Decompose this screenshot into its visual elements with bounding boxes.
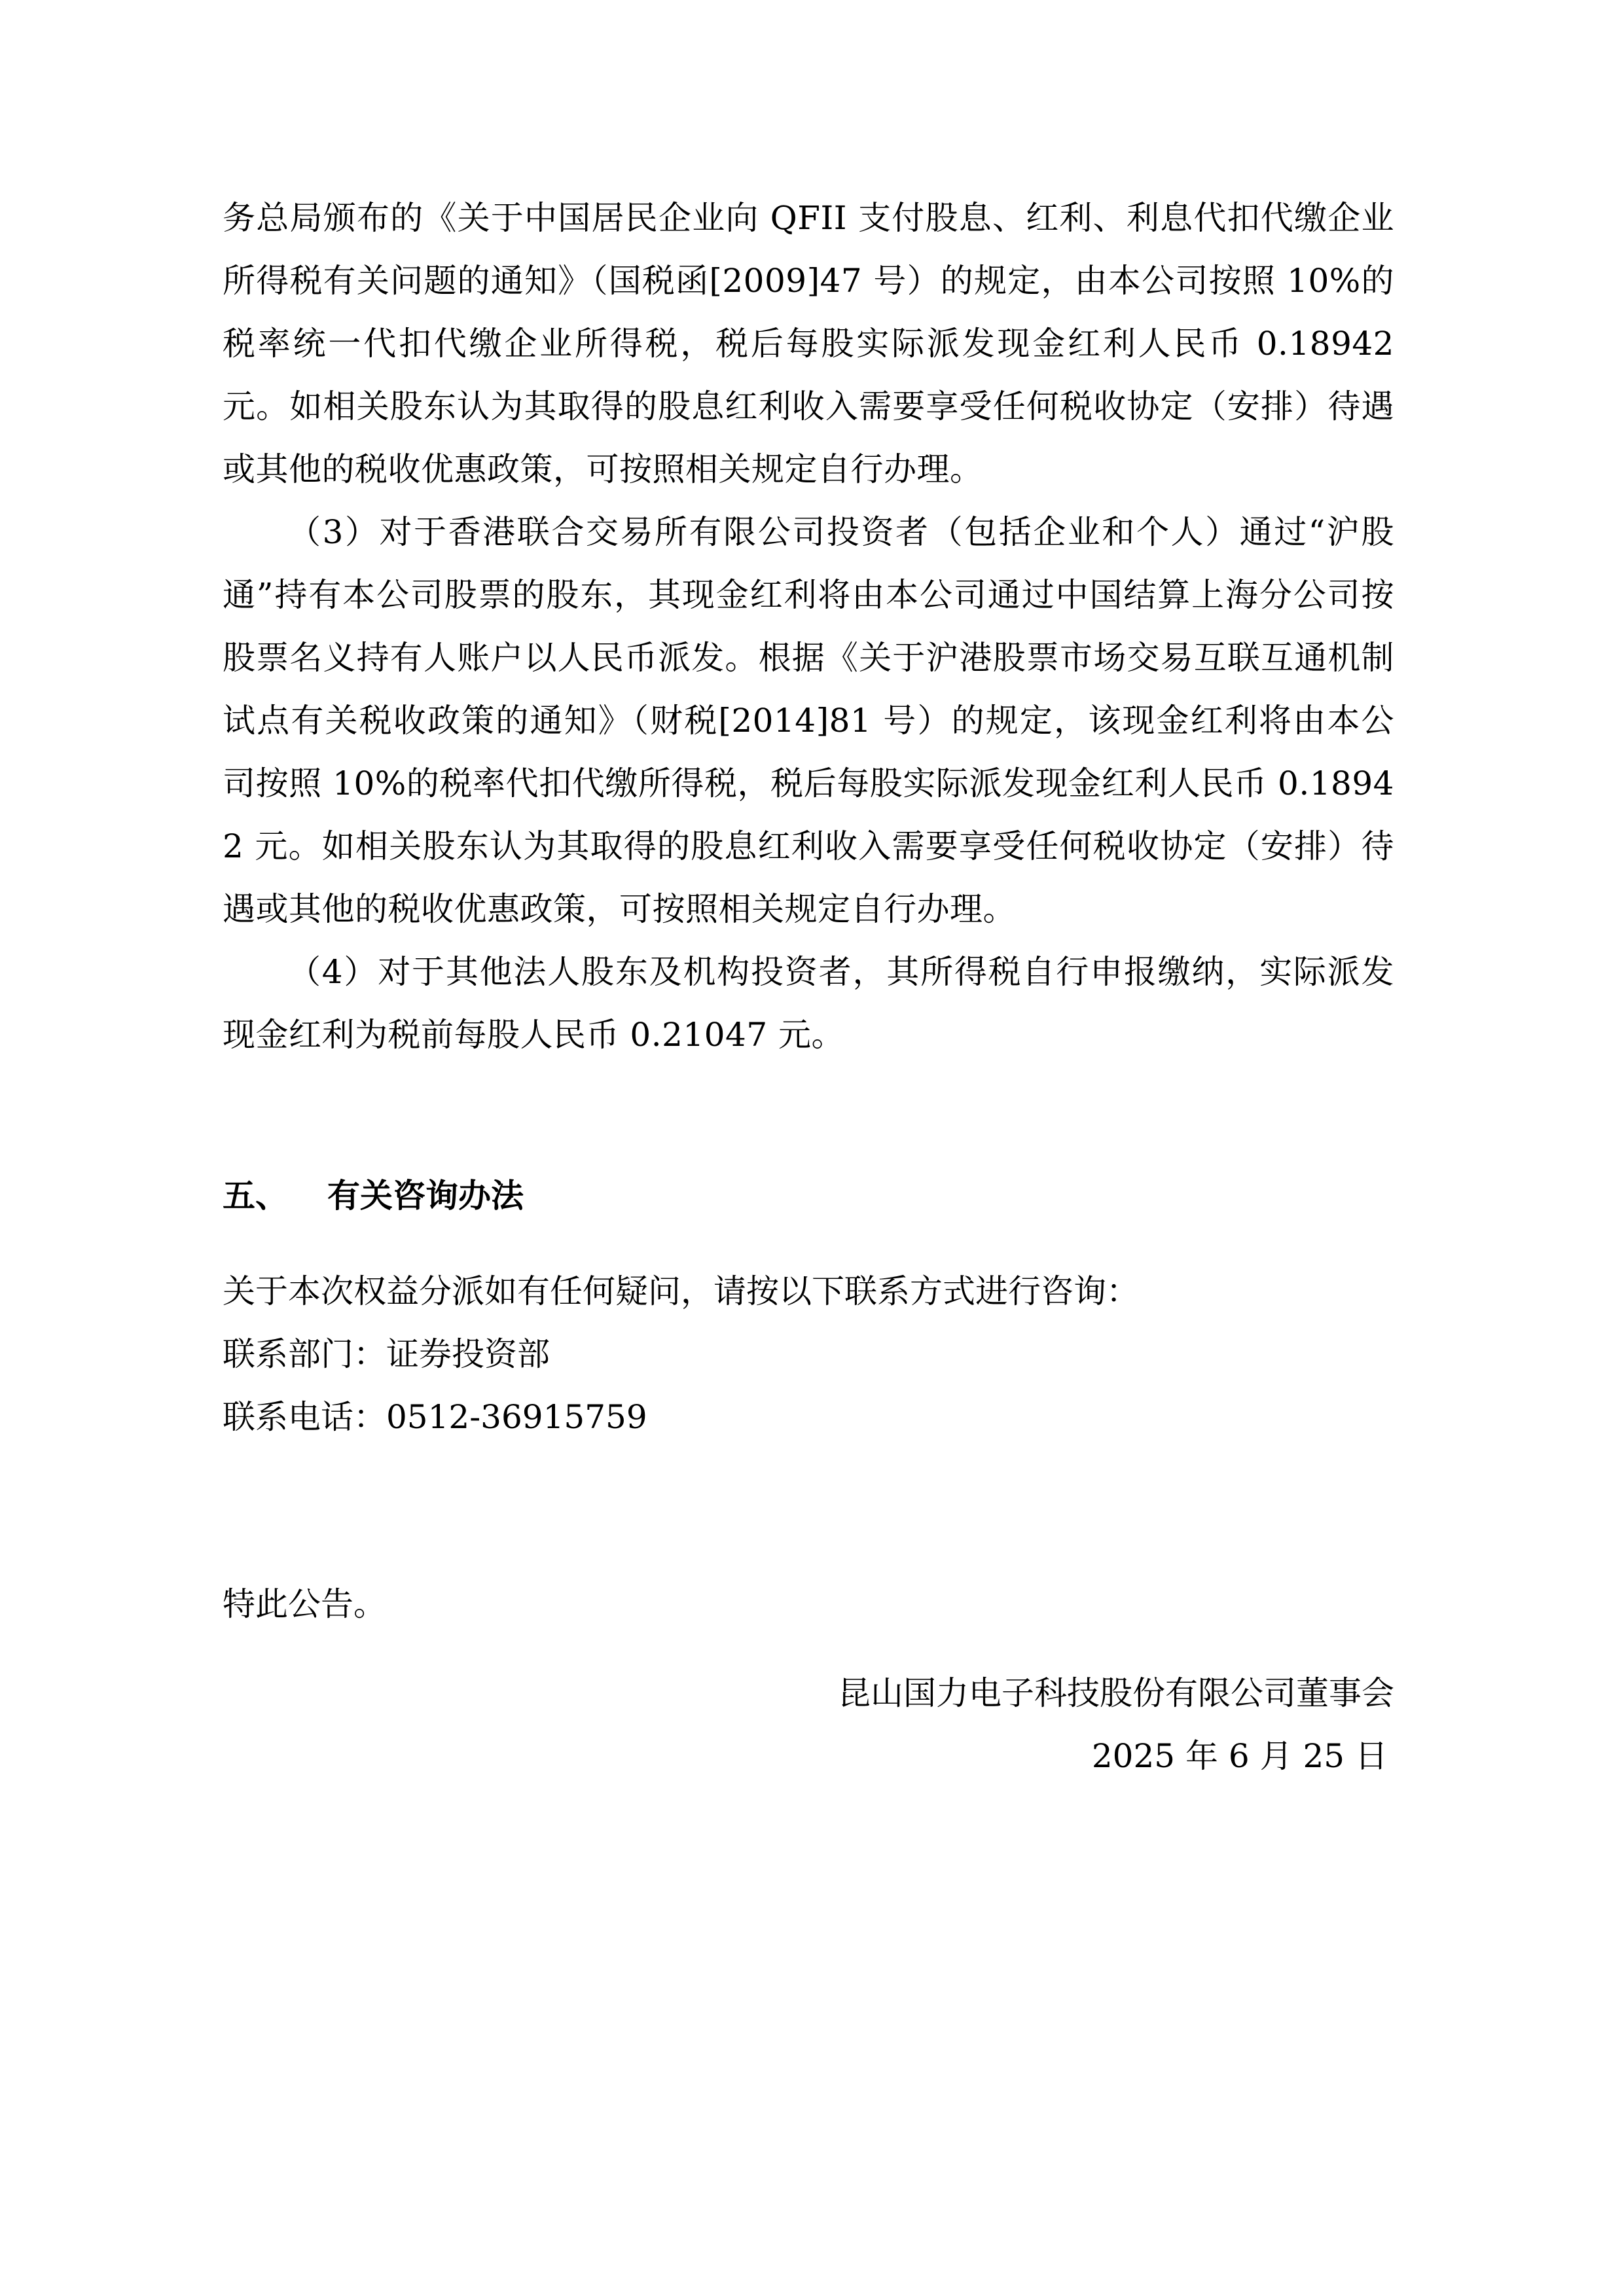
closing-statement: 特此公告。 <box>223 1585 386 1623</box>
spacer-before-signature <box>223 1636 1394 1662</box>
paragraph-qfii-withholding: 务总局颁布的《关于中国居民企业向 QFII 支付股息、红利、利息代扣代缴企业所得税有关问题的通知》（国税函[2009]47 号）的规定，由本公司按照 10%的税率统一代扣代缴企业所得税，税后每股实际派发现金红利人民币 0.18942 元。如相关股东认为其取得的股息红利收入需要享受任何税收协定（安排）待遇或其他的税收优惠政策，可按照相关规定自行办理。 <box>223 199 1394 488</box>
paragraph-other-institutional-shareholders: （4）对于其他法人股东及机构投资者，其所得税自行申报缴纳，实际派发现金红利为税前每股人民币 0.21047 元。 <box>223 953 1394 1054</box>
consultation-intro-text: 关于本次权益分派如有任何疑问，请按以下联系方式进行咨询： <box>223 1272 1139 1310</box>
spacer-before-section-five <box>223 1066 1394 1164</box>
page-content <box>223 187 1394 1787</box>
signature-date: 2025 年 6 月 25 日 <box>1091 1737 1388 1775</box>
consultation-block <box>223 1260 1394 1448</box>
contact-department-line: 联系部门：证券投资部 <box>223 1335 550 1373</box>
signatory-name: 昆山国力电子科技股份有限公司董事会 <box>838 1674 1394 1712</box>
contact-phone-line: 联系电话：0512-36915759 <box>223 1398 647 1436</box>
section-five-title: 有关咨询办法 <box>327 1176 524 1215</box>
section-five-heading <box>223 1164 1394 1227</box>
paragraph-hk-stock-connect: （3）对于香港联合交易所有限公司投资者（包括企业和个人）通过“沪股通”持有本公司股票的股东，其现金红利将由本公司通过中国结算上海分公司按股票名义持有人账户以人民币派发。根据《关于沪港股票市场交易互联互通机制试点有关税收政策的通知》（财税[2014]81 号）的规定，该现金红利将由本公司按照 10%的税率代扣代缴所得税，税后每股实际派发现金红利人民币 0.18942 元。如相关股东认为其取得的股息红利收入需要享受任何税收协定（安排）待遇或其他的税收优惠政策，可按照相关规定自行办理。 <box>223 513 1394 928</box>
section-five-number: 五、 <box>223 1176 288 1215</box>
spacer-before-closing <box>223 1448 1394 1573</box>
spacer-after-section-five-heading <box>223 1227 1394 1260</box>
